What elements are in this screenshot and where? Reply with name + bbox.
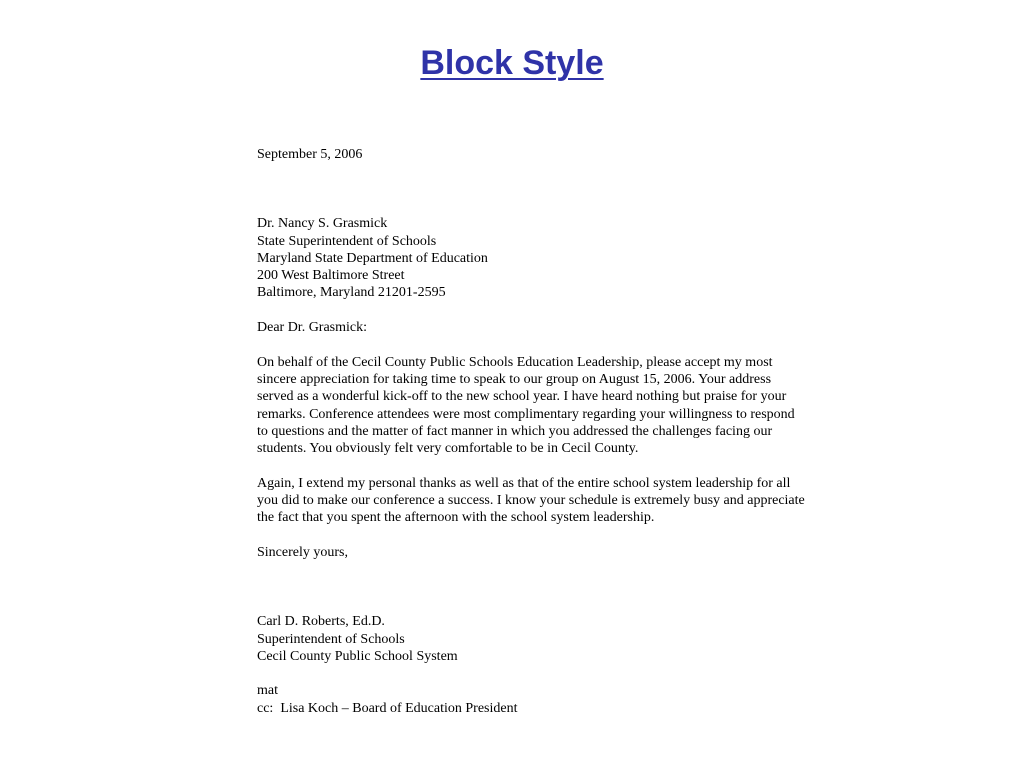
paragraph-line: served as a wonderful kick-off to the new school year. I have heard nothing but praise for your	[257, 389, 787, 405]
paragraph-line: remarks. Conference attendees were most complimentary regarding your willingness to respond	[257, 406, 795, 422]
paragraph-line: to questions and the matter of fact manner in which you addressed the challenges facing our	[257, 423, 773, 439]
recipient-address	[257, 215, 857, 301]
recipient-line: Dr. Nancy S. Grasmick	[257, 216, 388, 232]
typist-initials: mat	[257, 683, 278, 699]
cc-line: cc: Lisa Koch – Board of Education President	[257, 700, 518, 716]
salutation: Dear Dr. Grasmick:	[257, 320, 368, 336]
paragraph-line: the fact that you spent the afternoon with the school system leadership.	[257, 510, 655, 526]
signature-line: Carl D. Roberts, Ed.D.	[257, 614, 385, 630]
title-link[interactable]: Block Style	[420, 44, 604, 82]
paragraph-line: you did to make our conference a success. I know your schedule is extremely busy and appreciate	[257, 493, 805, 509]
paragraph-line: Again, I extend my personal thanks as well as that of the entire school system leadership for all	[257, 475, 791, 491]
recipient-line: Maryland State Department of Education	[257, 250, 488, 266]
paragraph-2	[257, 475, 857, 527]
page-title	[0, 42, 1024, 84]
paragraph-1	[257, 354, 857, 458]
paragraph-line: On behalf of the Cecil County Public Schools Education Leadership, please accept my most	[257, 354, 773, 370]
recipient-line: Baltimore, Maryland 21201-2595	[257, 285, 446, 301]
closing: Sincerely yours,	[257, 544, 348, 560]
recipient-line: State Superintendent of Schools	[257, 233, 437, 249]
letter-date: September 5, 2006	[257, 147, 363, 162]
recipient-line: 200 West Baltimore Street	[257, 268, 405, 284]
letter-body	[257, 146, 857, 717]
signature-block	[257, 613, 857, 665]
paragraph-line: sincere appreciation for taking time to speak to our group on August 15, 2006. Your address	[257, 371, 772, 387]
signature-line: Cecil County Public School System	[257, 648, 458, 664]
paragraph-line: students. You obviously felt very comfortable to be in Cecil County.	[257, 441, 639, 457]
signature-line: Superintendent of Schools	[257, 631, 405, 647]
